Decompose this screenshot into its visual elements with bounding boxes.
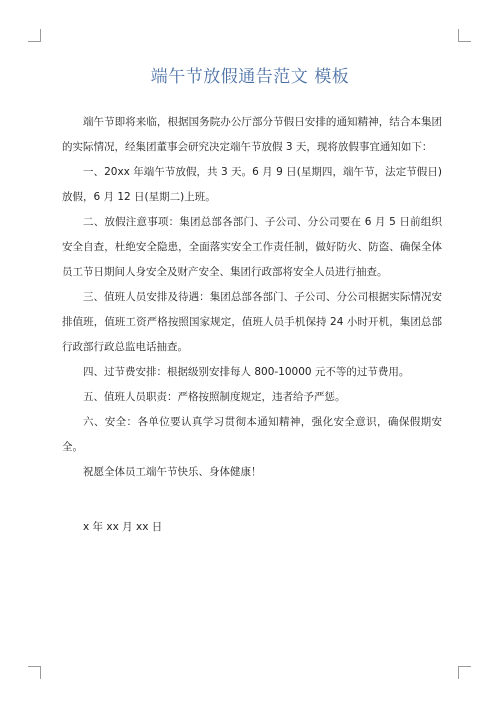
- crop-mark-top-left: [28, 29, 41, 42]
- crop-mark-top-right: [458, 29, 471, 42]
- document-title: 端午节放假通告范文 模板: [150, 67, 350, 87]
- crop-mark-bottom-right: [458, 666, 471, 679]
- paragraph-holiday-allowance: 四、过节费安排：根据级别安排每人 800-10000 元不等的过节费用。: [83, 366, 410, 378]
- paragraph-duty-arrangement: 三、值班人员安排及待遇：集团总部各部门、子公司、分公司根据实际情况安排值班，值班工资严格按照国家规定，值班人员手机保持 24 小时开机，集团总部行政部行政总监电话抽查。: [62, 291, 442, 353]
- document-body: [62, 110, 442, 540]
- document-date: x 年 xx 月 xx 日: [83, 521, 163, 533]
- paragraph-wishes: 祝愿全体员工端午节快乐、身体健康！: [83, 466, 262, 478]
- paragraph-safety: 六、安全：各单位要认真学习贯彻本通知精神，强化安全意识，确保假期安全。: [62, 416, 442, 453]
- paragraph-intro: 端午节即将来临，根据国务院办公厅部分节假日安排的通知精神，结合本集团的实际情况，经集团董事会研究决定端午节放假 3 天，现将放假事宜通知如下：: [62, 116, 442, 153]
- paragraph-duty-responsibility: 五、值班人员职责：严格按照制度规定，违者给予严惩。: [83, 391, 346, 403]
- paragraph-holiday-schedule: 一、20xx 年端午节放假，共 3 天。6 月 9 日(星期四，端午节，法定节假日)放假，6 月 12 日(星期二)上班。: [62, 166, 442, 203]
- paragraph-precautions: 二、放假注意事项：集团总部各部门、子公司、分公司要在 6 月 5 日前组织安全自查，杜绝安全隐患，全面落实安全工作责任制，做好防火、防盗、确保全体员工节日期间人身安全及财产安全、集团行政部将安全人员进行抽查。: [62, 216, 442, 278]
- crop-mark-bottom-left: [28, 666, 41, 679]
